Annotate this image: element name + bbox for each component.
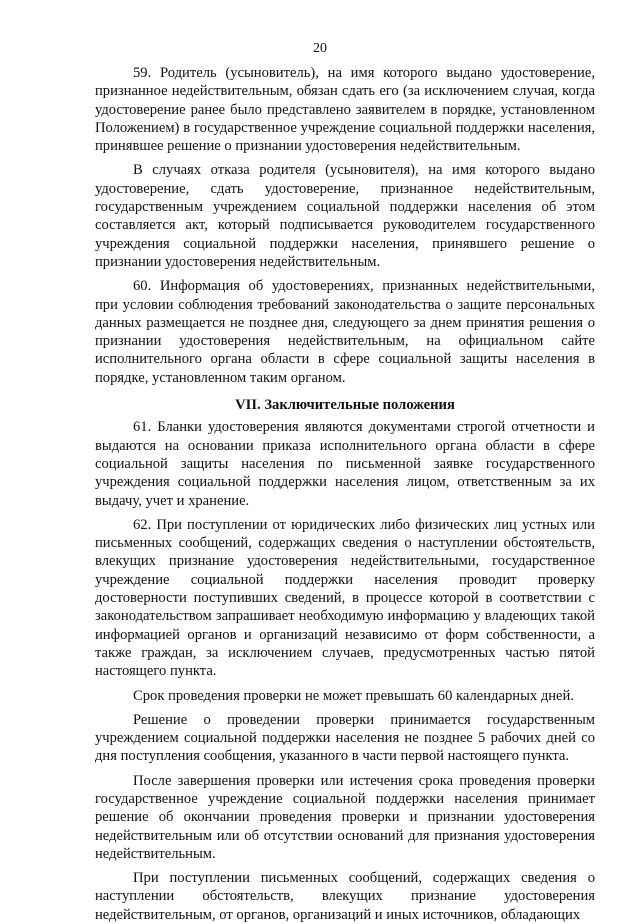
paragraph-59-refusal: В случаях отказа родителя (усыновителя), на имя которого выдано удостоверение, сдать удостоверение, признанное недействительным, государственным учреждением социальной поддержки населения об этом составляется акт, который подписывается руководителем государственного учреждения социальной поддержки населения, принявшего решение о признании удостоверения недействительным. <box>95 162 595 270</box>
section-heading: VII. Заключительные положения <box>235 397 455 414</box>
page-number: 20 <box>313 41 327 56</box>
paragraph-62: 62. При поступлении от юридических либо физических лиц устных или письменных сообщений, содержащих сведения о наступлении обстоятельств, влекущих признание удостоверения недействительными, государственное учреждение социальной поддержки населения проводит проверку достоверности поступивших сведений, в процессе которой в соответствии с законодательством запрашивает необходимую информацию у владеющих такой информацией органов и организаций независимо от форм собственности, а также граждан, за исключением случаев, предусмотренных частью пятой настоящего пункта. <box>95 516 595 680</box>
paragraph-62-deadline: Срок проведения проверки не может превышать 60 календарных дней. <box>133 687 574 704</box>
document-body <box>95 64 595 924</box>
paragraph-62-decision: Решение о проведении проверки принимается государственным учреждением социальной поддержки населения не позднее 5 рабочих дней со дня поступления сообщения, указанного в части первой настоящего пункта. <box>95 711 595 765</box>
paragraph-59: 59. Родитель (усыновитель), на имя которого выдано удостоверение, признанное недействительным, обязан сдать его (за исключением случая, когда удостоверение ранее было представлено заявителем в порядке, установленном Положением) в государственное учреждение социальной поддержки населения, принявшее решение о признании удостоверения недействительным. <box>95 65 595 155</box>
paragraph-61: 61. Бланки удостоверения являются документами строгой отчетности и выдаются на основании приказа исполнительного органа области в сфере социальной защиты населения по письменной заявке государственного учреждения социальной поддержки населения лицом, ответственным за их выдачу, учет и хранение. <box>95 419 595 509</box>
paragraph-60: 60. Информация об удостоверениях, признанных недействительными, при условии соблюдения требований законодательства о защите персональных данных размещается не позднее дня, следующего за днем принятия решения о признании удостоверения недействительным, на официальном сайте исполнительного органа области в сфере социальной защиты населения в порядке, установленном таким органом. <box>95 278 595 386</box>
paragraph-62-completion: После завершения проверки или истечения срока проведения проверки государственное учреждение социальной поддержки населения принимает решение об окончании проведения проверки и признании удостоверения недействительным или об отсутствии оснований для признания удостоверения недействительным. <box>95 772 595 862</box>
paragraph-62-written-reports: При поступлении письменных сообщений, содержащих сведения о наступлении обстоятельств, влекущих признание удостоверения недействительным, от органов, организаций и иных источников, обладающих <box>95 870 595 923</box>
